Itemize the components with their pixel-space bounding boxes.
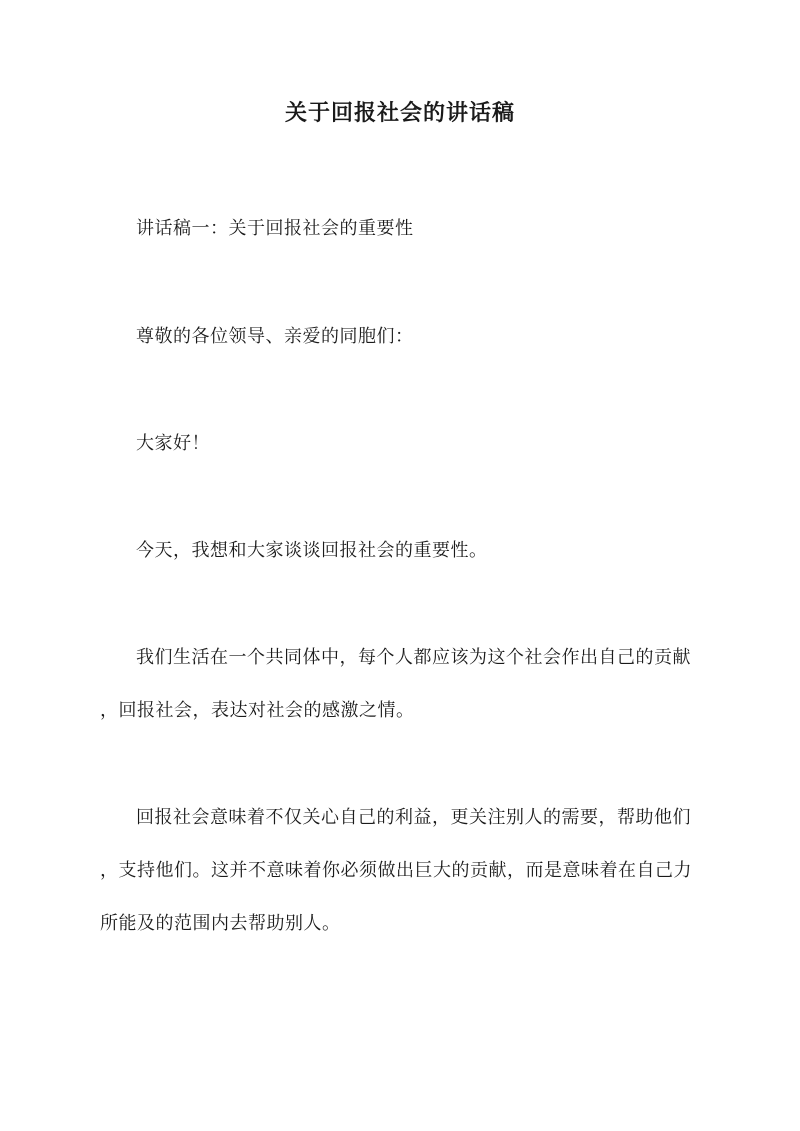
paragraph-line: ，回报社会，表达对社会的感激之情。 xyxy=(100,700,415,721)
paragraph-line: 所能及的范围内去帮助别人。 xyxy=(100,913,341,934)
paragraph-line: 我们生活在一个共同体中，每个人都应该为这个社会作出自己的贡献 xyxy=(136,647,691,668)
paragraph-salutation xyxy=(100,310,700,363)
document-title: 关于回报社会的讲话稿 xyxy=(284,100,515,126)
paragraph-greeting xyxy=(100,417,700,470)
paragraph-intro xyxy=(100,524,700,577)
paragraph-line: 回报社会意味着不仅关心自己的利益，更关注别人的需要，帮助他们 xyxy=(136,807,691,828)
paragraph-meaning xyxy=(100,791,700,950)
paragraph-line: 大家好！ xyxy=(136,433,210,454)
paragraph-line: 讲话稿一：关于回报社会的重要性 xyxy=(136,218,414,239)
paragraph-line: 尊敬的各位领导、亲爱的同胞们： xyxy=(136,326,414,347)
paragraph-line: ，支持他们。这并不意味着你必须做出巨大的贡献，而是意味着在自己力 xyxy=(100,860,692,881)
paragraph-heading xyxy=(100,202,700,255)
paragraph-line: 今天，我想和大家谈谈回报社会的重要性。 xyxy=(136,540,488,561)
paragraph-community xyxy=(100,631,700,737)
